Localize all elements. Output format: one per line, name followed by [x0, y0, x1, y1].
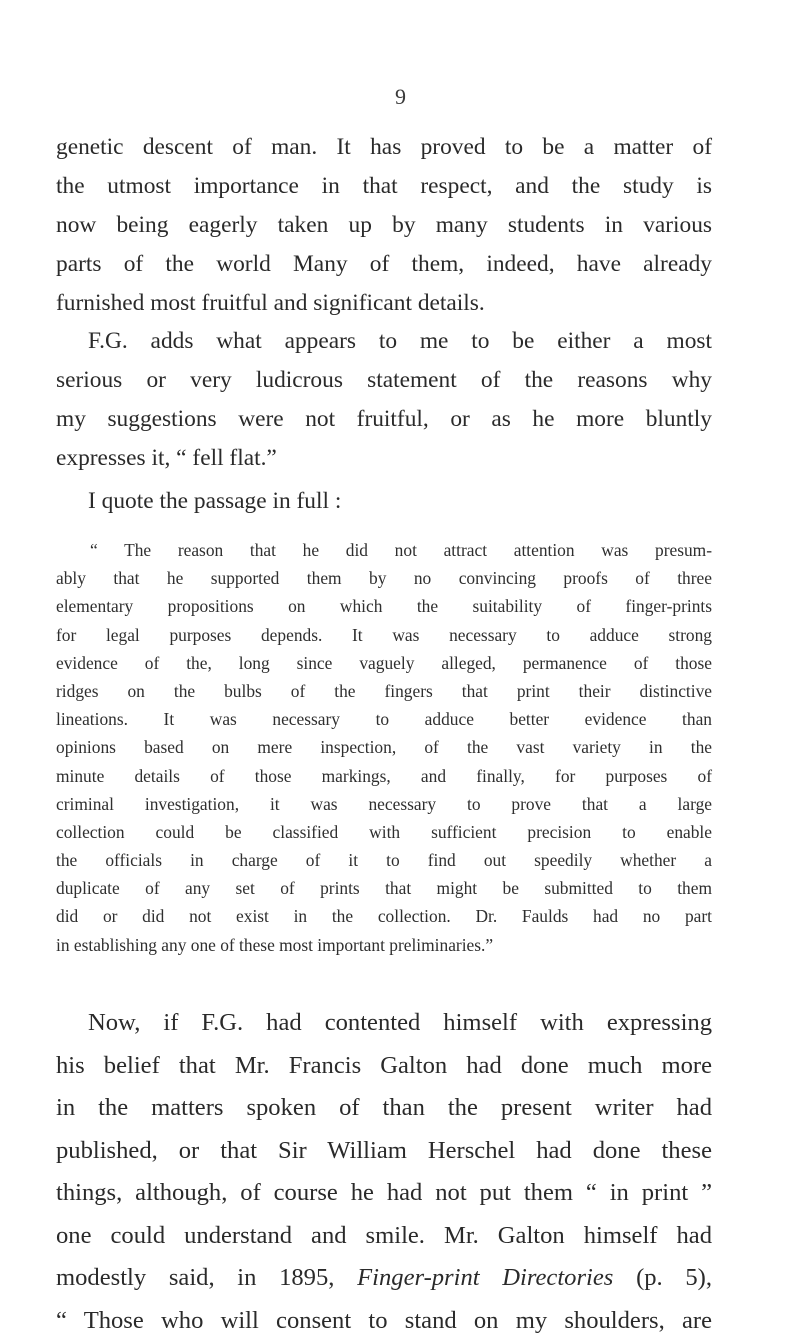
paragraph-2: [56, 322, 712, 478]
quotation-line: collection could be classified with sufficient precision to enable: [56, 818, 712, 846]
paragraph-line-with-title: [56, 1257, 712, 1300]
paragraph-line: his belief that Mr. Francis Galton had done much more: [56, 1045, 712, 1088]
quotation-line: ridges on the bulbs of the fingers that print their distinctive: [56, 677, 712, 705]
quotation-line: did or did not exist in the collection. Dr. Faulds had no part: [56, 902, 712, 930]
quotation-line: lineations. It was necessary to adduce better evidence than: [56, 705, 712, 733]
paragraph-line: genetic descent of man. It has proved to be a matter of: [56, 128, 712, 167]
paragraph-line: in the matters spoken of than the present writer had: [56, 1087, 712, 1130]
paragraph-line: expresses it, “ fell flat.”: [56, 439, 712, 478]
quotation-line: evidence of the, long since vaguely alleged, permanence of those: [56, 649, 712, 677]
quote-intro: I quote the passage in full :: [88, 482, 341, 521]
quotation-line: duplicate of any set of prints that might be submitted to them: [56, 874, 712, 902]
book-title: Finger-print Directories: [357, 1264, 613, 1291]
quotation-line: in establishing any one of these most important preliminaries.”: [56, 931, 712, 959]
paragraph-1: [56, 128, 712, 323]
paragraph-line: published, or that Sir William Herschel had done these: [56, 1130, 712, 1173]
paragraph-line: F.G. adds what appears to me to be either a most: [56, 322, 712, 361]
paragraph-line: “ Those who will consent to stand on my shoulders, are: [56, 1300, 712, 1342]
quotation-line: opinions based on mere inspection, of the vast variety in the: [56, 733, 712, 761]
quotation-line: elementary propositions on which the suitability of finger-prints: [56, 592, 712, 620]
quotation-line: for legal purposes depends. It was necessary to adduce strong: [56, 621, 712, 649]
paragraph-3: [56, 1002, 712, 1342]
paragraph-line: parts of the world Many of them, indeed, have already: [56, 245, 712, 284]
paragraph-line: the utmost importance in that respect, and the study is: [56, 167, 712, 206]
paragraph-line: my suggestions were not fruitful, or as he more bluntly: [56, 400, 712, 439]
paragraph-line: now being eagerly taken up by many students in various: [56, 206, 712, 245]
paragraph-line: one could understand and smile. Mr. Galton himself had: [56, 1215, 712, 1258]
quotation-line: criminal investigation, it was necessary to prove that a large: [56, 790, 712, 818]
quotation-line: “ The reason that he did not attract attention was presum-: [90, 536, 712, 564]
quotation-line: ably that he supported them by no convincing proofs of three: [56, 564, 712, 592]
page-number: 9: [0, 84, 801, 110]
line-end: (p. 5),: [636, 1264, 712, 1291]
quotation-line: minute details of those markings, and finally, for purposes of: [56, 762, 712, 790]
paragraph-line: Now, if F.G. had contented himself with expressing: [56, 1002, 712, 1045]
paragraph-line: furnished most fruitful and significant details.: [56, 284, 712, 323]
paragraph-line: things, although, of course he had not put them “ in print ”: [56, 1172, 712, 1215]
block-quotation: [90, 536, 712, 959]
paragraph-line: serious or very ludicrous statement of the reasons why: [56, 361, 712, 400]
quotation-line: the officials in charge of it to find out speedily whether a: [56, 846, 712, 874]
line-start: modestly said, in 1895,: [56, 1264, 334, 1291]
